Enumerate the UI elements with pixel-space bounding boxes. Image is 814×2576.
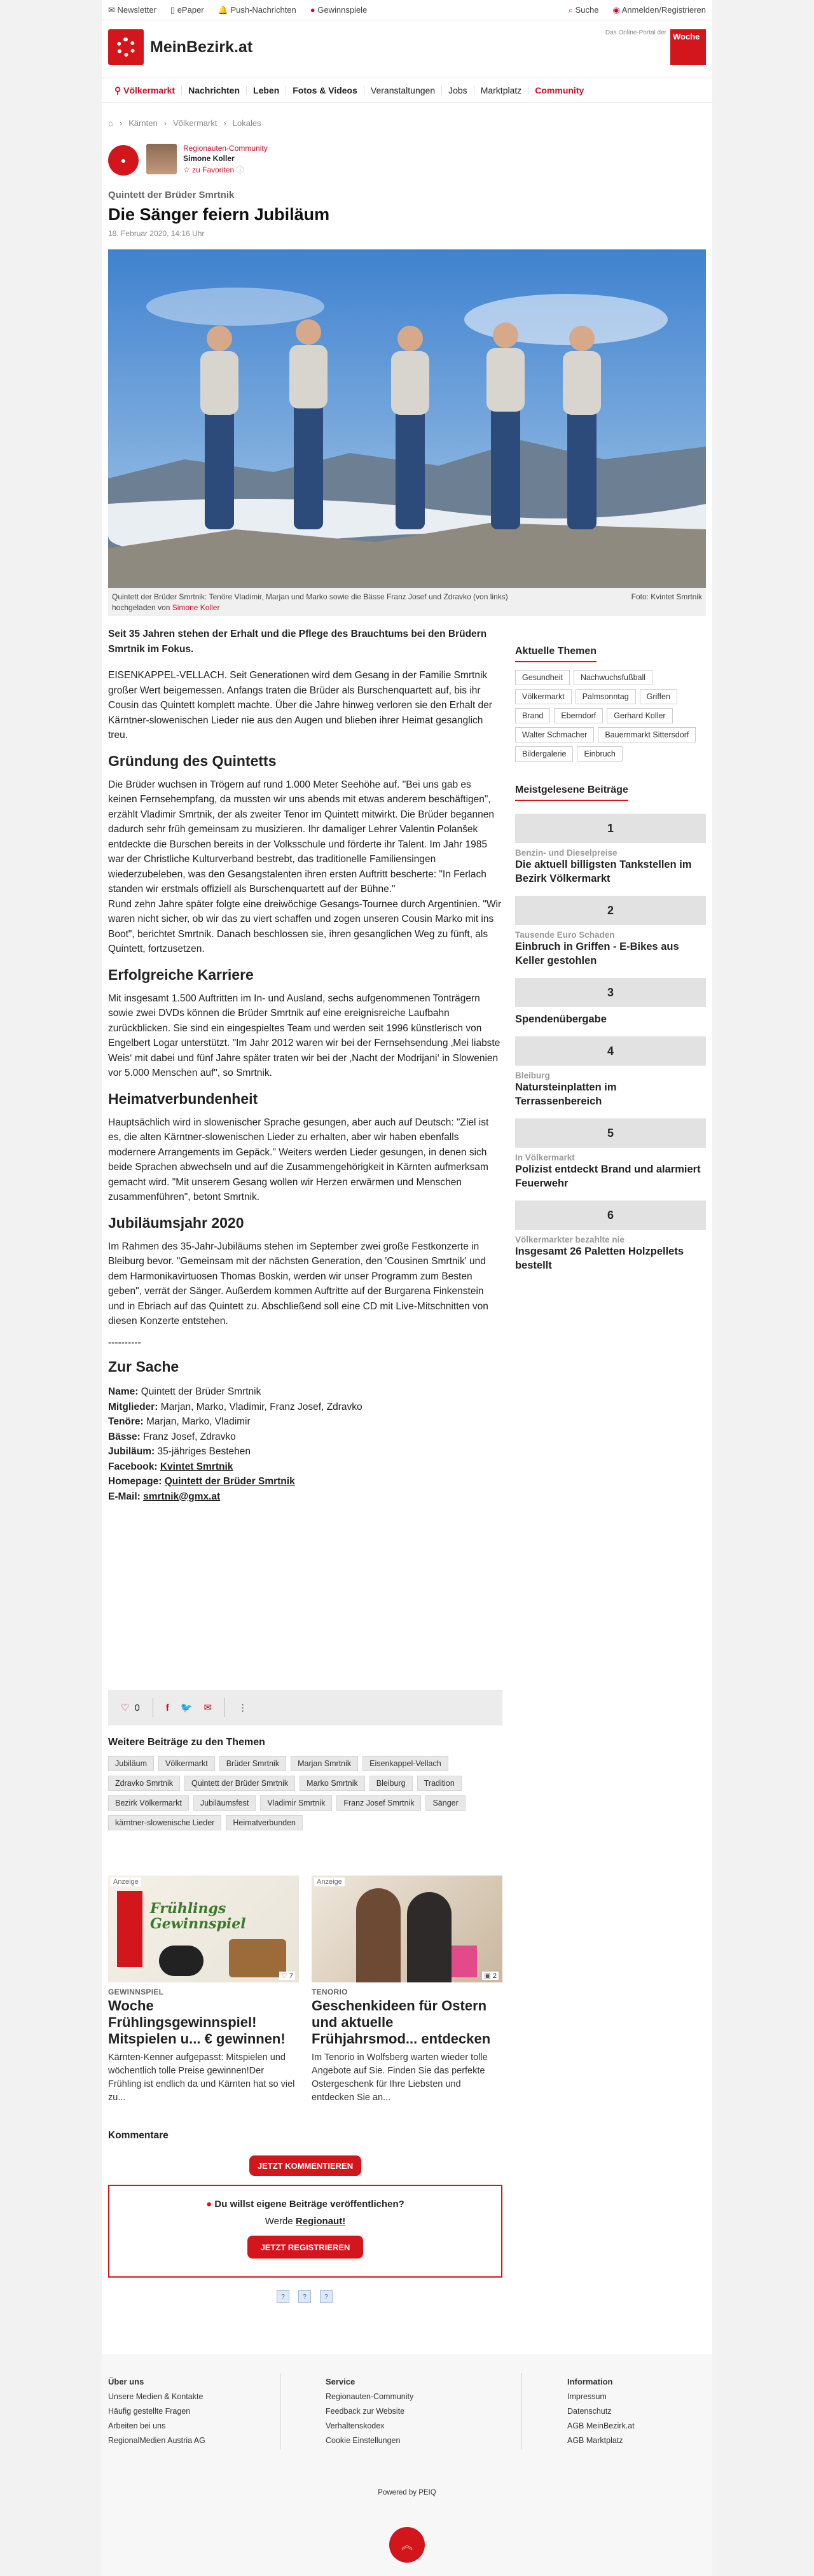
article-body	[108, 627, 502, 1504]
favorite-label: zu Favoriten	[192, 165, 235, 174]
topics-title: Aktuelle Themen	[515, 646, 597, 662]
author-block	[108, 141, 362, 179]
partner-block	[605, 29, 706, 65]
register-line	[109, 2216, 501, 2227]
homepage-link[interactable]: Quintett der Brüder Smrtnik	[164, 1476, 295, 1487]
rank-number: 5	[515, 1118, 706, 1148]
article-date: 18. Februar 2020, 14:16 Uhr	[108, 229, 205, 238]
topic-tag[interactable]: Bleiburg	[369, 1776, 413, 1791]
footer-link[interactable]: AGB MeinBezirk.at	[567, 2421, 635, 2430]
content-page	[102, 0, 712, 2354]
card-image	[312, 1876, 502, 1982]
fact-key: Tenöre:	[108, 1416, 144, 1427]
footer-link[interactable]: Verhaltenskodex	[326, 2421, 385, 2430]
item-kicker: Tausende Euro Schaden	[515, 930, 615, 940]
bag-shape	[452, 1946, 477, 1977]
hero-photo	[108, 249, 706, 588]
topic-tag[interactable]: Tradition	[417, 1776, 462, 1791]
topic-tag[interactable]: Bauernmarkt Sittersdorf	[598, 727, 696, 742]
crumb-sep: ›	[223, 118, 226, 128]
placeholder-icon[interactable]: ?	[298, 2290, 311, 2303]
partner-text: Das Online-Portal der	[605, 29, 666, 36]
community-icon: ●	[206, 2199, 212, 2210]
article-paragraph: Die Brüder wuchsen in Trögern auf rund 1.000 Meter Seehöhe auf. "Bei uns gab es keinen Fernsehempfang, da mussten wir uns abends mit etwas anderem beschäftigen", erzählt Vladimir Smrtnik, der als zweiter Tenor im Quintett mitwirkt. Die Brüder begannen dadurch sehr früh gemeinsam zu musizieren. Ihr damaliger Lehrer Valentin Polanšek entdeckte die Burschen bereits in der Volksschule und förderte ihr Talent. Im Jahr 1985 war der Christliche Kulturverband bestrebt, das traditionelle Familiensingen wiederzubeleben, was den Gesangstalenten ihren ersten Auftritt bescherte: "In Ferlach standen wir erstmals offiziell als Burschenquartett auf der Bühne."	[108, 779, 495, 895]
footer-link[interactable]: Arbeiten bei uns	[108, 2421, 166, 2430]
card-likes: ▣ 2	[482, 1972, 499, 1980]
article-subheading: Gründung des Quintetts	[108, 752, 277, 769]
fact-value: Marjan, Marko, Vladimir	[146, 1416, 251, 1427]
site-name[interactable]: MeinBezirk.at	[150, 38, 253, 56]
fact-value: Franz Josef, Zdravko	[143, 1431, 236, 1442]
fact-value: Quintett der Brüder Smrtnik	[141, 1386, 261, 1397]
gewinnspiele-link[interactable]	[310, 5, 368, 15]
fact-row	[108, 1400, 502, 1415]
fact-value: 35-jähriges Bestehen	[157, 1446, 251, 1457]
fact-row	[108, 1489, 502, 1505]
footer-link[interactable]: Impressum	[567, 2392, 607, 2401]
article-subheading: Jubiläumsjahr 2020	[108, 1214, 244, 1231]
main-nav	[102, 78, 712, 103]
related-topics	[108, 1737, 502, 1830]
fact-key: Homepage:	[108, 1476, 162, 1487]
powered-by: Powered by PEIQ	[378, 2489, 436, 2496]
star-icon: ☆	[183, 165, 190, 174]
like-count: 0	[134, 1702, 140, 1713]
footer-col-service	[326, 2374, 491, 2448]
article-paragraph: Rund zehn Jahre später folgte eine dreiwöchige Gesangs-Tournee durch Argentinien. "Wir waren nicht sicher, ob wir das zu viert schaffen und zogen unseren Cousin Marko mit ins Boot", berichtet Smrtnik. Danach beschlossen sie, ihren gesanglichen Weg zu fünft, als Quintett, fortzusetzen.	[108, 898, 502, 954]
card-image	[108, 1876, 299, 1982]
fact-key: Facebook:	[108, 1461, 158, 1472]
push-link[interactable]: 🔔 Push-Nachrichten	[217, 5, 296, 15]
topic-tag[interactable]: Nachwuchsfußball	[574, 670, 652, 685]
topic-tag[interactable]: Walter Schmacher	[515, 727, 594, 742]
rank-number: 2	[515, 896, 706, 925]
search-label: Suche	[575, 5, 599, 15]
user-icon: ◉	[612, 5, 620, 15]
placeholder-icon[interactable]: ?	[320, 2290, 333, 2303]
footer-link[interactable]: Häufig gestellte Fragen	[108, 2407, 191, 2416]
most-read-item[interactable]	[515, 1201, 706, 1272]
topic-tag[interactable]: Vladimir Smrtnik	[260, 1795, 332, 1811]
topic-tag[interactable]: Griffen	[640, 689, 677, 704]
uploaded-label: hochgeladen von	[112, 603, 170, 612]
fact-row	[108, 1414, 502, 1430]
item-kicker: Bleiburg	[515, 1071, 550, 1080]
topic-tag[interactable]: Brand	[515, 708, 550, 723]
page-title: Die Sänger feiern Jubiläum	[108, 205, 330, 224]
newsletter-label: Newsletter	[117, 5, 156, 15]
item-kicker: Völkermarkter bezahlte nie	[515, 1235, 624, 1244]
footer-link[interactable]: Regionauten-Community	[326, 2392, 414, 2401]
topic-tag[interactable]: Völkermarkt	[515, 689, 572, 704]
related-topics-title: Weitere Beiträge zu den Themen	[108, 1737, 265, 1748]
nav-fotos-videos[interactable]: Fotos & Videos	[286, 86, 364, 95]
info-icon: ⓘ	[236, 165, 244, 174]
brand-header	[108, 29, 706, 65]
article-paragraph: Hauptsächlich wird in slowenischer Sprache gesungen, aber auch auf Deutsch: "Ziel ist es, die alten Kärntner-slowenischen Lieder zu erhalten, aber wir haben ebenfalls modernere Arrangements im Gepäck." Weiters werden Lieder gesungen, in denen sich beide Sprachen abwechseln und auf die Zusammengehörigkeit in Kärnten aufmerksam gemacht wird. "Mit unserem Gesang wollen wir Herzen erwärmen und Menschen zusammenführen", betont Smrtnik.	[108, 1117, 489, 1202]
top-bar	[102, 0, 712, 20]
rank-number: 3	[515, 978, 706, 1007]
most-read-title: Meistgelesene Beiträge	[515, 784, 628, 801]
uploader-link[interactable]: Simone Koller	[172, 603, 220, 612]
item-headline[interactable]: Einbruch in Griffen - E-Bikes aus Keller gestohlen	[515, 941, 679, 966]
home-icon[interactable]: ⌂	[108, 118, 113, 128]
nav-community[interactable]: Community	[535, 85, 584, 95]
crumb-sep: ›	[163, 118, 167, 128]
register-question	[109, 2199, 501, 2210]
nav-jobs[interactable]: Jobs	[442, 86, 474, 95]
breadcrumb	[108, 118, 261, 128]
fact-key: Name:	[108, 1386, 139, 1397]
topic-tag[interactable]: Jubiläumsfest	[193, 1795, 256, 1811]
image-caption	[108, 588, 706, 616]
article-kicker: Quintett der Brüder Smrtnik	[108, 190, 235, 200]
ad-card[interactable]	[312, 1876, 502, 2105]
most-read	[515, 784, 706, 1272]
caption-text: Quintett der Brüder Smrtnik: Tenöre Vladimir, Marjan und Marko sowie die Bässe Franz Josef und Zdravko (von links)	[112, 592, 508, 601]
topic-tag[interactable]: Heimatverbunden	[226, 1815, 303, 1830]
gewinnspiele-label: Gewinnspiele	[317, 5, 368, 15]
most-read-item[interactable]	[515, 896, 706, 968]
ad-cards	[108, 1876, 502, 2130]
topic-tag[interactable]: kärntner-slowenische Lieder	[108, 1815, 221, 1830]
article-paragraph: Mit insgesamt 1.500 Auftritten im In- und Ausland, sechs aufgenommenen Tonträgern sowie zwei DVDs können die Brüder Smrtnik auf eine ereignisreiche Laufbahn zurückblicken. Sie sind ein eingespieltes Team und werden seit 1996 künstlerisch von Engelbert Logar unterstützt. "Im Jahr 2012 waren wir bei der Fernsehsendung ‚Mei liabste Weis‘ mit dabei und fünf Jahre später traten wir bei der ‚Nacht der Modrijani‘ in Slowenien vor 5.000 Menschen auf", so Smrtnik.	[108, 992, 500, 1078]
fact-key: E-Mail:	[108, 1491, 141, 1502]
comment-button[interactable]: JETZT KOMMENTIEREN	[249, 2155, 361, 2176]
rank-number: 4	[515, 1036, 706, 1066]
fact-key: Mitglieder:	[108, 1401, 158, 1412]
login-label: Anmelden/Registrieren	[621, 5, 706, 15]
topic-tag[interactable]: Bildergalerie	[515, 746, 573, 762]
fact-row	[108, 1474, 502, 1489]
footer-link[interactable]: Unsere Medien & Kontakte	[108, 2392, 204, 2401]
fact-row	[108, 1444, 502, 1459]
topic-tag[interactable]: Franz Josef Smrtnik	[336, 1795, 421, 1811]
social-icons	[277, 2290, 333, 2303]
topic-tag[interactable]: Quintett der Brüder Smrtnik	[184, 1776, 295, 1791]
site-logo[interactable]	[108, 29, 144, 65]
item-headline[interactable]: Polizist entdeckt Brand und alarmiert Feuerwehr	[515, 1164, 701, 1189]
article-subheading: Erfolgreiche Karriere	[108, 966, 254, 983]
most-read-item[interactable]	[515, 1118, 706, 1190]
article-lead: Seit 35 Jahren stehen der Erhalt und die Pflege des Brauchtums bei den Brüdern Smrtnik im Fokus.	[108, 629, 487, 655]
sidebar	[515, 646, 706, 1283]
hero-image[interactable]	[108, 249, 706, 588]
topic-tag[interactable]: Marjan Smrtnik	[291, 1756, 358, 1771]
topic-tag[interactable]: Gerhard Koller	[607, 708, 672, 723]
twitter-icon[interactable]: 🐦	[180, 1702, 193, 1713]
footer-divider	[521, 2373, 522, 2449]
favorite-button[interactable]	[183, 164, 244, 175]
crumb-voelkermarkt[interactable]: Völkermarkt	[173, 118, 217, 128]
topic-tag[interactable]: Gesundheit	[515, 670, 570, 685]
author-name[interactable]: Simone Koller	[183, 154, 235, 163]
promo-text: Frühlings Gewinnspiel	[150, 1900, 246, 1932]
register-box	[108, 2185, 502, 2278]
fact-row	[108, 1384, 502, 1400]
share-bar	[108, 1690, 502, 1725]
email-link[interactable]: smrtnik@gmx.at	[143, 1491, 221, 1502]
register-prefix: Werde	[265, 2216, 293, 2227]
push-label: Push-Nachrichten	[230, 5, 296, 15]
most-read-item[interactable]	[515, 814, 706, 886]
card-text: Im Tenorio in Wolfsberg warten wieder tolle Angebote auf Sie. Finden Sie das perfekte Ostergeschenk für Ihre Liebsten und entdecken Sie an...	[312, 2052, 488, 2103]
item-headline[interactable]: Natursteinplatten im Terrassenbereich	[515, 1082, 617, 1107]
card-text: Kärnten-Kenner aufgepasst: Mitspielen und wöchentlich tolle Preise gewinnen!Der Frühling ist endlich da und Kärnten hat so viel zu...	[108, 2052, 295, 2103]
logo-mark-icon	[116, 38, 135, 57]
item-headline[interactable]: Spendenübergabe	[515, 1013, 607, 1025]
chevron-up-icon: ︽	[401, 2539, 413, 2552]
crumb-kaernten[interactable]: Kärnten	[128, 118, 158, 128]
topic-tag[interactable]: Brüder Smrtnik	[219, 1756, 286, 1771]
more-options-icon[interactable]: ⋮	[238, 1702, 248, 1713]
most-read-item[interactable]	[515, 978, 706, 1026]
item-headline[interactable]: Die aktuell billigsten Tankstellen im Bezirk Völkermarkt	[515, 859, 692, 884]
search-link[interactable]	[569, 5, 599, 15]
basket-shape	[229, 1939, 286, 1977]
ad-badge: Anzeige	[111, 1877, 141, 1886]
most-read-item[interactable]	[515, 1036, 706, 1108]
heart-icon: ♡	[121, 1702, 130, 1713]
item-kicker: In Völkermarkt	[515, 1153, 575, 1162]
fact-key: Bässe:	[108, 1431, 141, 1442]
card-title[interactable]: Geschenkideen für Ostern und aktuelle Frühjahrsmod... entdecken	[312, 1998, 491, 2047]
woche-logo[interactable]: Woche	[670, 29, 706, 65]
article-subheading: Heimatverbundenheit	[108, 1090, 258, 1107]
most-read-list	[515, 814, 706, 1272]
item-kicker: Benzin- und Dieselpreise	[515, 848, 617, 858]
avatar[interactable]	[146, 144, 177, 174]
rank-number: 1	[515, 814, 706, 843]
newsletter-link[interactable]: ✉ Newsletter	[108, 5, 156, 15]
card-category: TENORIO	[312, 1988, 348, 1996]
gift-icon: ●	[310, 5, 315, 15]
crumb-lokales[interactable]: Lokales	[232, 118, 261, 128]
nav-marktplatz[interactable]: Marktplatz	[474, 86, 529, 95]
register-question-text: Du willst eigene Beiträge veröffentlichen?	[214, 2199, 404, 2210]
topic-tag[interactable]: Eberndorf	[554, 708, 603, 723]
fact-value: Marjan, Marko, Vladimir, Franz Josef, Zdravko	[160, 1401, 362, 1412]
fact-row	[108, 1430, 502, 1445]
article-paragraph: EISENKAPPEL-VELLACH. Seit Generationen wird dem Gesang in der Familie Smrtnik großer Wert beigemessen. Anfangs traten die Brüder als Burschenquartett auf, bis ihr Cousin das Quintett komplett machte. Über die Jahre hinweg verloren sie den Erhalt der Kärntner-slowenischen Lieder nie aus den Augen und blieben ihrer Heimat gesanglich treu.	[108, 670, 492, 741]
nav-label: Völkermarkt	[123, 85, 176, 95]
footer-heading: Service	[326, 2377, 355, 2386]
related-tags	[108, 1756, 502, 1830]
share-group	[153, 1698, 225, 1717]
scroll-top-button[interactable]	[389, 2527, 425, 2563]
fact-box-title: Zur Sache	[108, 1358, 179, 1375]
nav-voelkermarkt[interactable]: ⚲ Völkermarkt	[108, 86, 182, 95]
comments-title: Kommentare	[108, 2130, 169, 2141]
topic-tag[interactable]: Marko Smrtnik	[300, 1776, 365, 1791]
item-headline[interactable]: Insgesamt 26 Paletten Holzpellets bestellt	[515, 1246, 684, 1271]
like-button[interactable]	[108, 1698, 153, 1717]
ad-card[interactable]	[108, 1876, 299, 2105]
search-icon: ⌕	[568, 5, 574, 15]
footer-link[interactable]: Datenschutz	[567, 2407, 612, 2416]
scooter-shape	[159, 1946, 204, 1976]
topic-tag[interactable]: Zdravko Smrtnik	[108, 1776, 180, 1791]
nav-nachrichten[interactable]: Nachrichten	[182, 86, 247, 95]
regionaut-link[interactable]: Regionaut!	[295, 2216, 346, 2227]
footer-col-info	[567, 2374, 707, 2448]
nav-leben[interactable]: Leben	[247, 86, 286, 95]
rank-number: 6	[515, 1201, 706, 1230]
placeholder-icon[interactable]: ?	[277, 2290, 289, 2303]
topic-tag[interactable]: Jubiläum	[108, 1756, 154, 1771]
facebook-link[interactable]: Kvintet Smrtnik	[160, 1461, 233, 1472]
topic-tag[interactable]: Einbruch	[577, 746, 622, 762]
card-likes: ♡ 7	[279, 1972, 295, 1980]
article-paragraph: Im Rahmen des 35-Jahr-Jubiläums stehen im September zwei große Festkonzerte in Bleiburg bevor. "Gemeinsam mit der nächsten Generation, den 'Cousinen Smrtnik' und dem Harmonikavirtuosen Thomas Boskin, werden wir unser Programm zum Besten geben", verrät der Sänger. Außerdem kommen Auftritte auf der Burgarena Finkenstein und in Ebriach auf das Quintett zu. Abschließend soll eine CD mit Live-Mitschnitten von diesen Konzerte entstehen.	[108, 1241, 488, 1326]
community-label[interactable]: Regionauten-Community	[183, 144, 268, 153]
footer-link[interactable]: AGB Marktplatz	[567, 2436, 623, 2445]
fact-box	[108, 1358, 502, 1504]
topic-tag[interactable]: Palmsonntag	[576, 689, 636, 704]
topic-tag[interactable]: Sänger	[425, 1795, 465, 1811]
topic-tag[interactable]: Bezirk Völkermarkt	[108, 1795, 189, 1811]
topic-tags	[515, 670, 706, 762]
epaper-link[interactable]: ▯ ePaper	[170, 5, 204, 15]
footer-heading: Information	[567, 2377, 613, 2386]
nav-veranstaltungen[interactable]: Veranstaltungen	[364, 86, 442, 95]
person-shape	[407, 1892, 452, 1982]
footer	[102, 2354, 712, 2576]
ad-badge: Anzeige	[314, 1877, 345, 1886]
footer-link[interactable]: Cookie Einstellungen	[326, 2436, 401, 2445]
mail-icon[interactable]: ✉	[204, 1702, 212, 1713]
footer-heading: Über uns	[108, 2377, 144, 2386]
epaper-label: ePaper	[177, 5, 204, 15]
crumb-sep: ›	[119, 118, 123, 128]
topic-tag[interactable]: Völkermarkt	[158, 1756, 215, 1771]
person-shape	[356, 1888, 401, 1982]
facebook-icon[interactable]: f	[165, 1702, 169, 1713]
login-link[interactable]	[613, 5, 706, 15]
footer-link[interactable]: Feedback zur Website	[326, 2407, 405, 2416]
footer-col-about	[108, 2374, 273, 2448]
card-like-count: 2	[492, 1972, 497, 1980]
promo-flyer	[117, 1891, 142, 1967]
topic-tag[interactable]: Eisenkappel-Vellach	[362, 1756, 448, 1771]
fact-row	[108, 1459, 502, 1475]
separator: ----------	[108, 1337, 141, 1348]
card-like-count: 7	[289, 1972, 293, 1980]
footer-link[interactable]: RegionalMedien Austria AG	[108, 2436, 205, 2445]
card-title[interactable]: Woche Frühlingsgewinnspiel! Mitspielen u... € gewinnen!	[108, 1998, 286, 2047]
fact-key: Jubiläum:	[108, 1446, 155, 1457]
register-button[interactable]: JETZT REGISTRIEREN	[247, 2236, 363, 2259]
card-category: GEWINNSPIEL	[108, 1988, 164, 1996]
photo-credit: Foto: Kvintet Smrtnik	[631, 592, 702, 601]
community-logo: ●	[108, 145, 139, 176]
